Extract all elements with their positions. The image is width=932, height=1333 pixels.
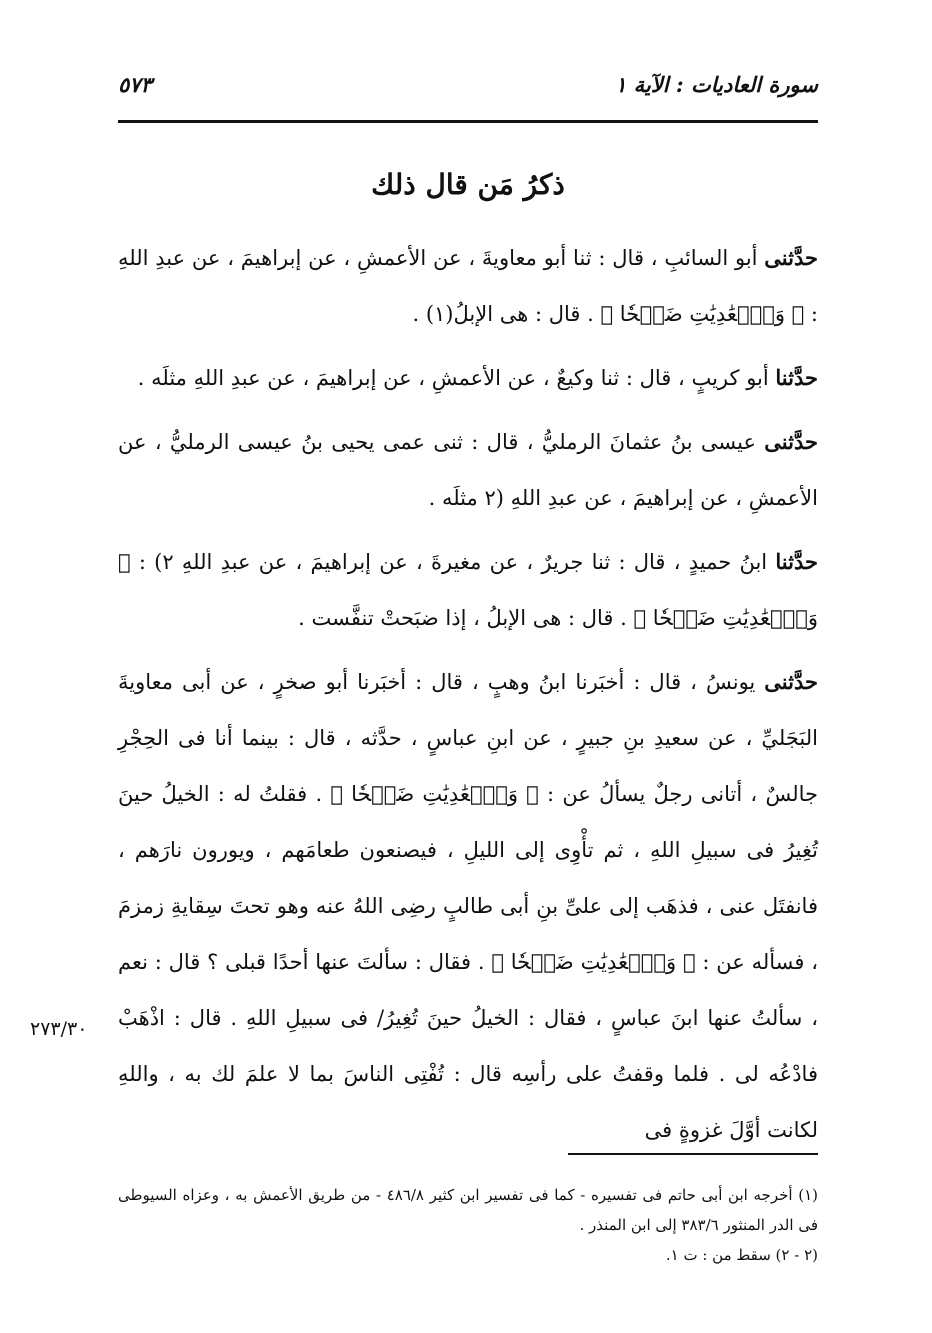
page-number: ٥٧٣ — [118, 72, 152, 97]
paragraph-text: يونسُ ، قال : أخبَرنا ابنُ وهبٍ ، قال : أخبَرنا أبو صخرٍ ، عن أبى معاويةَ البَجَليِّ ، عن سعيدِ بنِ جبيرٍ ، عن ابنِ عباسٍ ، حدَّثه ، قال : بينما أنا فى الحِجْرِ جالسٌ ، أتانى رجلٌ يسألُ عن : ﴿ وَٱلۡعَٰدِيَٰتِ ضَبۡحٗا ﴾ . فقلتُ له : الخيلُ حينَ تُغِيرُ فى سبيلِ اللهِ ، ثم تأْوِى إلى الليلِ ، فيصنعون طعامَهم ، ويورون نارَهم ، فانفتَل عنى ، فذهَب إلى علىِّ بنِ أبى طالبٍ رضِى اللهُ عنه وهو تحتَ سِقايةِ زمزمَ ، فسأله عن : ﴿ وَٱلۡعَٰدِيَٰتِ ضَبۡحٗا ﴾ . فقال : سألتَ عنها أحدًا قبلى ؟ قال : نعم ، سألتُ عنها ابنَ عباسٍ ، فقال : الخيلُ حينَ تُغِيرُ/ فى سبيلِ اللهِ . قال : اذْهَبْ فادْعُه لى . فلما وقفتُ على رأسِه قال : تُفْتِى الناسَ بما لا علمَ لك به ، واللهِ لكانت أوَّلَ غزوةٍ فى — [118, 670, 818, 1142]
paragraph — [118, 230, 818, 342]
footnote: (٢ - ٢) سقط من : ت ١. — [665, 1246, 818, 1264]
margin-reference: ٢٧٣/٣٠ — [30, 1018, 88, 1040]
paragraph-text: ابنُ حميدٍ ، قال : ثنا جريرٌ ، عن مغيرةَ ، عن إبراهيمَ ، عن عبدِ اللهِ ٢) : ﴿ وَٱلۡعَٰدِيَٰتِ ضَبۡحٗا ﴾ . قال : هى الإبلُ ، إذا ضبَحتْ تنفَّست . — [118, 550, 818, 630]
isnad-lead: حدَّثنا — [775, 549, 818, 574]
isnad-lead: حدَّثنى — [764, 669, 818, 694]
paragraph — [118, 654, 818, 1158]
isnad-lead: حدَّثنى — [764, 245, 818, 270]
isnad-lead: حدَّثنى — [764, 429, 818, 454]
paragraph — [118, 534, 818, 646]
paragraph — [118, 350, 818, 406]
paragraph-text: أبو السائبِ ، قال : ثنا أبو معاويةَ ، عن الأعمشِ ، عن إبراهيمَ ، عن عبدِ اللهِ : ﴿ وَٱلۡعَٰدِيَٰتِ ضَبۡحٗا ﴾ . قال : هى الإبلُ(١) . — [118, 246, 818, 326]
running-header — [118, 72, 818, 112]
isnad-lead: حدَّثنا — [775, 365, 818, 390]
paragraph-text: أبو كريبٍ ، قال : ثنا وكيعٌ ، عن الأعمشِ ، عن إبراهيمَ ، عن عبدِ اللهِ مثلَه . — [137, 366, 776, 390]
main-text — [118, 230, 818, 1166]
footnotes — [118, 1180, 818, 1270]
running-title: سورة العاديات : الآية ١ — [615, 72, 818, 97]
footnote-rule — [568, 1153, 818, 1155]
section-title: ذكرُ مَن قال ذلك — [371, 168, 565, 201]
footnote: (١) أخرجه ابن أبى حاتم فى تفسيره - كما فى تفسير ابن كثير ٤٨٦/٨ - من طريق الأعمش به ، وعزاه السيوطى فى الدر المنثور ٣٨٣/٦ إلى ابن المنذر . — [118, 1186, 818, 1234]
header-rule — [118, 120, 818, 123]
paragraph — [118, 414, 818, 526]
paragraph-text: عيسى بنُ عثمانَ الرمليُّ ، قال : ثنى عمى يحيى بنُ عيسى الرمليُّ ، عن الأعمشِ ، عن إبراهيمَ ، عن عبدِ اللهِ (٢ مثلَه . — [118, 430, 818, 510]
